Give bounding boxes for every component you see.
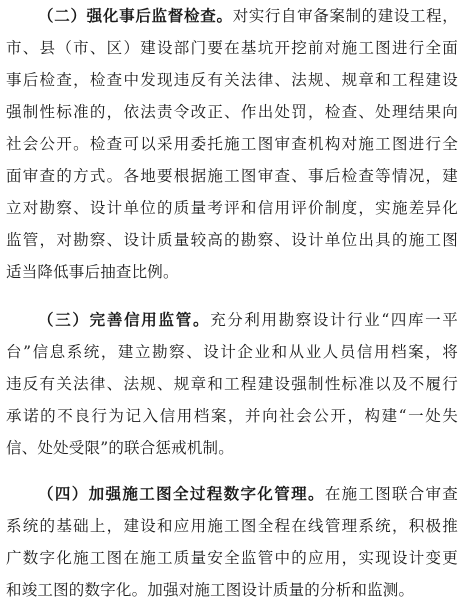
paragraph-line: 社会公开。检查可以采用委托施工图审查机构对施工图进行全 xyxy=(6,135,458,153)
section-heading: （二）强化事后监督检查。 xyxy=(38,7,233,25)
paragraph-line: 违反有关法律、法规、规章和工程建设强制性标准以及不履行 xyxy=(6,375,458,393)
paragraph-line xyxy=(38,480,458,508)
paragraph-line: 监管，对勘察、设计质量较高的勘察、设计单位出具的施工图 xyxy=(6,231,458,249)
paragraph-line: 台”信息系统，建立勘察、设计企业和从业人员信用档案，将 xyxy=(6,343,458,361)
paragraph-text: 在施工图联合审查 xyxy=(324,485,458,503)
section-heading: （三）完善信用监管。 xyxy=(38,311,211,329)
paragraph-text: 充分利用勘察设计行业“四库一平 xyxy=(210,311,458,329)
paragraph-line: 市、县（市、区）建设部门要在基坑开挖前对施工图进行全面 xyxy=(6,39,458,57)
paragraph-line: 和竣工图的数字化。加强对施工图设计质量的分析和监测。 xyxy=(6,581,415,599)
paragraph-line xyxy=(38,306,458,334)
paragraph-line: 事后检查，检查中发现违反有关法律、法规、规章和工程建设 xyxy=(6,71,458,89)
paragraph-line: 系统的基础上，建设和应用施工图全程在线管理系统，积极推 xyxy=(6,517,458,535)
paragraph-line: 立对勘察、设计单位的质量考评和信用评价制度，实施差异化 xyxy=(6,199,458,217)
paragraph-line: 广数字化施工图在施工质量安全监管中的应用，实现设计变更 xyxy=(6,549,458,567)
paragraph-line: 信、处处受限”的联合惩戒机制。 xyxy=(6,439,234,457)
paragraph-line: 承诺的不良行为记入信用档案，并向社会公开，构建“一处失 xyxy=(6,407,458,425)
paragraph-line xyxy=(38,2,458,30)
section-heading: （四）加强施工图全过程数字化管理。 xyxy=(38,485,325,503)
paragraph-line: 强制性标准的，依法责令改正、作出处罚，检查、处理结果向 xyxy=(6,103,458,121)
paragraph-text: 对实行自审备案制的建设工程， xyxy=(232,7,458,25)
paragraph-line: 面审查的方式。各地要根据施工图审查、事后检查等情况，建 xyxy=(6,167,458,185)
paragraph-line: 适当降低事后抽查比例。 xyxy=(6,263,179,281)
